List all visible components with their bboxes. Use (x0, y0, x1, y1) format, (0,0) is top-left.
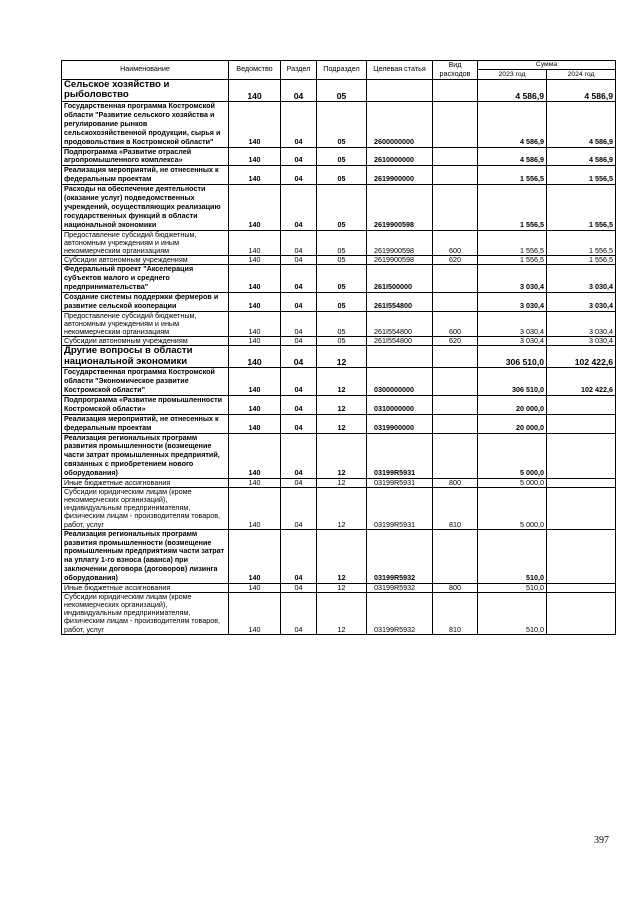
row-target: 261I500000 (367, 265, 433, 293)
row-sum-2023: 3 030,4 (478, 292, 547, 311)
row-sum-2023: 4 586,9 (478, 102, 547, 148)
row-exptype: 620 (433, 255, 478, 264)
row-sum-2024: 102 422,6 (547, 368, 616, 396)
row-sum-2024: 1 556,5 (547, 230, 616, 255)
header-name: Наименование (62, 61, 229, 80)
row-sum-2024: 3 030,4 (547, 311, 616, 336)
row-section: 04 (281, 265, 317, 293)
row-subsection: 12 (317, 414, 367, 433)
table-row (62, 185, 616, 231)
row-name: Реализация мероприятий, не отнесенных к федеральным проектам (62, 414, 229, 433)
row-section: 04 (281, 529, 317, 583)
row-sum-2023: 306 510,0 (478, 368, 547, 396)
row-sum-2024 (547, 395, 616, 414)
row-section: 04 (281, 336, 317, 345)
row-sum-2024 (547, 584, 616, 593)
row-target: 03199R5932 (367, 584, 433, 593)
row-dept: 140 (229, 185, 281, 231)
row-sum-2024: 1 556,5 (547, 166, 616, 185)
row-sum-2024: 1 556,5 (547, 185, 616, 231)
row-target: 261I554800 (367, 336, 433, 345)
row-exptype: 810 (433, 488, 478, 529)
row-section: 04 (281, 79, 317, 101)
header-dept: Ведомство (229, 61, 281, 80)
row-subsection: 12 (317, 479, 367, 488)
row-sum-2024 (547, 488, 616, 529)
row-target: 0310000000 (367, 395, 433, 414)
table-row (62, 311, 616, 336)
row-subsection: 05 (317, 166, 367, 185)
row-name: Другие вопросы в области национальной экономики (62, 345, 229, 367)
row-subsection: 12 (317, 433, 367, 479)
row-name: Иные бюджетные ассигнования (62, 479, 229, 488)
row-name: Иные бюджетные ассигнования (62, 584, 229, 593)
row-name: Субсидии юридическим лицам (кроме некоммерческих организаций), индивидуальным предпринимателям, физическим лицам - производителям товаров, работ, услуг (62, 488, 229, 529)
row-section: 04 (281, 488, 317, 529)
row-sum-2023: 510,0 (478, 593, 547, 634)
row-target: 03199R5931 (367, 433, 433, 479)
row-target: 03199R5932 (367, 593, 433, 634)
row-sum-2024: 1 556,5 (547, 255, 616, 264)
row-sum-2023: 5 000,0 (478, 433, 547, 479)
row-subsection: 12 (317, 593, 367, 634)
row-target (367, 79, 433, 101)
row-name: Подпрограмма «Развитие отраслей агропромышленного комплекса» (62, 147, 229, 166)
row-sum-2024: 3 030,4 (547, 265, 616, 293)
row-dept: 140 (229, 488, 281, 529)
row-sum-2023: 20 000,0 (478, 395, 547, 414)
row-name: Подпрограмма «Развитие промышленности Костромской области» (62, 395, 229, 414)
row-dept: 140 (229, 368, 281, 396)
row-dept: 140 (229, 102, 281, 148)
row-subsection: 05 (317, 292, 367, 311)
row-sum-2024: 4 586,9 (547, 79, 616, 101)
row-sum-2023: 5 000,0 (478, 488, 547, 529)
row-exptype (433, 265, 478, 293)
row-dept: 140 (229, 593, 281, 634)
row-subsection: 12 (317, 488, 367, 529)
row-subsection: 12 (317, 529, 367, 583)
row-subsection: 05 (317, 79, 367, 101)
row-target: 2619900598 (367, 255, 433, 264)
header-year-2024: 2024 год (547, 70, 616, 79)
table-row (62, 265, 616, 293)
row-name: Расходы на обеспечение деятельности (оказание услуг) подведомственных учреждений, осуществляющих реализацию государственных функций в области национальной экономики (62, 185, 229, 231)
row-target: 261I554800 (367, 292, 433, 311)
row-subsection: 05 (317, 255, 367, 264)
row-exptype (433, 345, 478, 367)
row-name: Реализация мероприятий, не отнесенных к федеральным проектам (62, 166, 229, 185)
row-dept: 140 (229, 230, 281, 255)
row-dept: 140 (229, 147, 281, 166)
row-sum-2023: 3 030,4 (478, 311, 547, 336)
row-section: 04 (281, 584, 317, 593)
row-exptype (433, 185, 478, 231)
table-row (62, 230, 616, 255)
row-dept: 140 (229, 311, 281, 336)
row-exptype (433, 414, 478, 433)
row-sum-2023: 510,0 (478, 584, 547, 593)
row-subsection: 12 (317, 345, 367, 367)
row-sum-2024: 3 030,4 (547, 336, 616, 345)
table-row (62, 433, 616, 479)
row-name: Предоставление субсидий бюджетным, автономным учреждениям и иным некоммерческим организациям (62, 230, 229, 255)
row-section: 04 (281, 230, 317, 255)
row-dept: 140 (229, 584, 281, 593)
row-section: 04 (281, 147, 317, 166)
row-section: 04 (281, 311, 317, 336)
row-sum-2023: 306 510,0 (478, 345, 547, 367)
row-sum-2023: 4 586,9 (478, 79, 547, 101)
table-row (62, 102, 616, 148)
row-subsection: 05 (317, 185, 367, 231)
row-dept: 140 (229, 433, 281, 479)
header-target: Целевая статья (367, 61, 433, 80)
row-sum-2023: 4 586,9 (478, 147, 547, 166)
row-section: 04 (281, 166, 317, 185)
row-sum-2024: 4 586,9 (547, 147, 616, 166)
row-exptype: 810 (433, 593, 478, 634)
row-sum-2023: 1 556,5 (478, 166, 547, 185)
table-row (62, 395, 616, 414)
row-subsection: 12 (317, 395, 367, 414)
row-dept: 140 (229, 292, 281, 311)
row-exptype: 800 (433, 584, 478, 593)
row-subsection: 05 (317, 230, 367, 255)
row-exptype (433, 292, 478, 311)
row-subsection: 05 (317, 311, 367, 336)
row-section: 04 (281, 414, 317, 433)
header-exptype: Вид расходов (433, 61, 478, 80)
row-subsection: 05 (317, 102, 367, 148)
row-section: 04 (281, 479, 317, 488)
row-dept: 140 (229, 255, 281, 264)
row-sum-2023: 5 000,0 (478, 479, 547, 488)
row-target: 03199R5931 (367, 488, 433, 529)
table-row (62, 593, 616, 634)
table-row (62, 529, 616, 583)
row-sum-2024 (547, 529, 616, 583)
row-section: 04 (281, 395, 317, 414)
row-dept: 140 (229, 265, 281, 293)
row-sum-2023: 510,0 (478, 529, 547, 583)
header-year-2023: 2023 год (478, 70, 547, 79)
row-sum-2023: 3 030,4 (478, 265, 547, 293)
row-name: Сельское хозяйство и рыболовство (62, 79, 229, 101)
row-target: 03199R5931 (367, 479, 433, 488)
table-row (62, 79, 616, 101)
table-row (62, 368, 616, 396)
row-exptype: 600 (433, 230, 478, 255)
row-sum-2024: 3 030,4 (547, 292, 616, 311)
table-header (62, 61, 616, 80)
row-name: Реализация региональных программ развития промышленности (возмещение промышленным предприятиям части затрат на уплату 1-го взноса (аванса) при заключении договора (договоров) лизинга оборудования) (62, 529, 229, 583)
row-exptype (433, 166, 478, 185)
row-exptype (433, 368, 478, 396)
row-exptype (433, 147, 478, 166)
row-sum-2024 (547, 479, 616, 488)
row-exptype: 620 (433, 336, 478, 345)
row-exptype (433, 79, 478, 101)
row-exptype: 800 (433, 479, 478, 488)
row-section: 04 (281, 593, 317, 634)
row-name: Создание системы поддержки фермеров и развитие сельской кооперации (62, 292, 229, 311)
row-name: Государственная программа Костромской области "Экономическое развитие Костромской области" (62, 368, 229, 396)
row-exptype (433, 395, 478, 414)
row-exptype (433, 433, 478, 479)
row-dept: 140 (229, 414, 281, 433)
row-target: 03199R5932 (367, 529, 433, 583)
header-sum: Сумма (478, 61, 616, 70)
row-name: Государственная программа Костромской области "Развитие сельского хозяйства и регулирование рынков сельскохозяйственной продукции, сырья и продовольствия в Костромской области" (62, 102, 229, 148)
row-section: 04 (281, 345, 317, 367)
row-target: 0319900000 (367, 414, 433, 433)
row-sum-2024 (547, 433, 616, 479)
table-row (62, 488, 616, 529)
row-sum-2023: 20 000,0 (478, 414, 547, 433)
row-name: Реализация региональных программ развития промышленности (возмещение части затрат промышленных предприятий, связанных с приобретением нового оборудования) (62, 433, 229, 479)
row-target: 261I554800 (367, 311, 433, 336)
row-exptype (433, 102, 478, 148)
row-dept: 140 (229, 395, 281, 414)
row-target: 2610000000 (367, 147, 433, 166)
row-sum-2024: 4 586,9 (547, 102, 616, 148)
row-subsection: 05 (317, 336, 367, 345)
budget-table (61, 60, 616, 635)
row-subsection: 05 (317, 147, 367, 166)
row-section: 04 (281, 368, 317, 396)
row-sum-2023: 1 556,5 (478, 255, 547, 264)
row-exptype: 600 (433, 311, 478, 336)
row-section: 04 (281, 433, 317, 479)
row-name: Предоставление субсидий бюджетным, автономным учреждениям и иным некоммерческим организациям (62, 311, 229, 336)
row-section: 04 (281, 102, 317, 148)
row-dept: 140 (229, 166, 281, 185)
row-name: Субсидии автономным учреждениям (62, 336, 229, 345)
row-target: 2600000000 (367, 102, 433, 148)
budget-table-container (61, 60, 615, 635)
row-dept: 140 (229, 345, 281, 367)
row-name: Субсидии автономным учреждениям (62, 255, 229, 264)
row-name: Федеральный проект "Акселерация субъектов малого и среднего предпринимательства" (62, 265, 229, 293)
header-subsection: Подраздел (317, 61, 367, 80)
row-name: Субсидии юридическим лицам (кроме некоммерческих организаций), индивидуальным предпринимателям, физическим лицам - производителям товаров, работ, услуг (62, 593, 229, 634)
row-subsection: 05 (317, 265, 367, 293)
row-section: 04 (281, 292, 317, 311)
row-exptype (433, 529, 478, 583)
row-subsection: 12 (317, 584, 367, 593)
row-sum-2024 (547, 593, 616, 634)
row-sum-2023: 3 030,4 (478, 336, 547, 345)
row-target: 2619900598 (367, 185, 433, 231)
table-row (62, 147, 616, 166)
row-dept: 140 (229, 336, 281, 345)
row-sum-2023: 1 556,5 (478, 230, 547, 255)
row-target: 0300000000 (367, 368, 433, 396)
table-row (62, 345, 616, 367)
row-dept: 140 (229, 479, 281, 488)
row-target: 2619900000 (367, 166, 433, 185)
row-subsection: 12 (317, 368, 367, 396)
row-target: 2619900598 (367, 230, 433, 255)
row-target (367, 345, 433, 367)
row-sum-2024 (547, 414, 616, 433)
header-section: Раздел (281, 61, 317, 80)
row-section: 04 (281, 255, 317, 264)
row-dept: 140 (229, 79, 281, 101)
table-row (62, 166, 616, 185)
table-body (62, 79, 616, 634)
row-section: 04 (281, 185, 317, 231)
row-dept: 140 (229, 529, 281, 583)
row-sum-2023: 1 556,5 (478, 185, 547, 231)
row-sum-2024: 102 422,6 (547, 345, 616, 367)
page-number: 397 (594, 835, 609, 846)
table-row (62, 414, 616, 433)
table-row (62, 292, 616, 311)
